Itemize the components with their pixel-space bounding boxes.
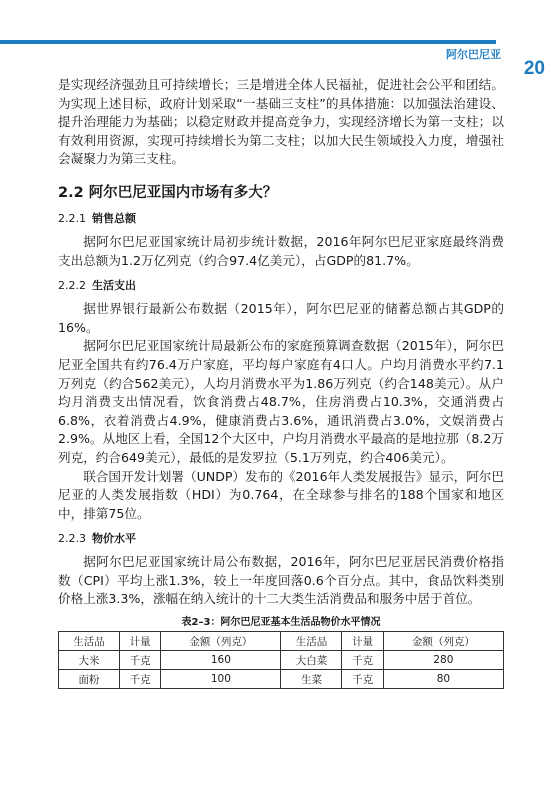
table-cell: 100 bbox=[161, 670, 281, 689]
intro-paragraph: 是实现经济强劲且可持续增长；三是增进全体人民福祉，促进社会公平和团结。为实现上述目标，政府计划采取“一基础三支柱”的具体措施：以加强法治建设、提升治理能力为基础；以稳定财政并提高竞争力，实现经济增长为第一支柱；以有效利用资源，实现可持续增长为第二支柱；以加大民生领域投入力度，增强社会凝聚力为第三支柱。 bbox=[58, 77, 504, 167]
table-cell: 千克 bbox=[120, 670, 161, 689]
paragraph: 据阿尔巴尼亚国家统计局最新公布的家庭预算调查数据（2015年），阿尔巴尼亚全国共有约76.4万户家庭，平均每户家庭有4口人。户均月消费水平约7.1万列克（约合562美元），人均月消费水平为1.86万列克（约合148美元）。从户均月消费支出情况看，饮食消费占48.7%，住房消费占10.3%，交通消费占6.8%，衣着消费占4.9%，健康消费占3.6%，通讯消费占3.0%，文娱消费占2.9%。从地区上看，全国12个大区中，户均月消费水平最高的是地拉那（8.2万列克，约合649美元），最低的是发罗拉（5.1万列克，约合406美元）。 bbox=[58, 338, 504, 465]
paragraph: 联合国开发计划署（UNDP）发布的《2016年人类发展报告》显示，阿尔巴尼亚的人类发展指数（HDI）为0.764，在全球参与排名的188个国家和地区中，排第75位。 bbox=[58, 468, 504, 521]
table-cell: 160 bbox=[161, 651, 281, 670]
subsection-number: 2.2.3 bbox=[58, 532, 86, 546]
column-header: 计量 bbox=[342, 632, 383, 651]
table-caption: 表2–3：阿尔巴尼亚基本生活品物价水平情况 bbox=[181, 617, 381, 629]
subsection-heading-2-2-2 bbox=[58, 278, 504, 294]
column-header: 生活品 bbox=[281, 632, 342, 651]
subsection-heading-2-2-1 bbox=[58, 211, 504, 227]
table-cell: 千克 bbox=[120, 651, 161, 670]
table-cell: 大白菜 bbox=[281, 651, 342, 670]
header-rule bbox=[0, 40, 496, 44]
paragraph: 据阿尔巴尼亚国家统计局初步统计数据，2016年阿尔巴尼亚家庭最终消费支出总额为1.2万亿列克（约合97.4亿美元），占GDP的81.7%。 bbox=[58, 233, 504, 268]
table-cell: 千克 bbox=[342, 651, 383, 670]
price-table bbox=[58, 631, 504, 689]
table-cell: 大米 bbox=[59, 651, 120, 670]
table-cell: 280 bbox=[383, 651, 503, 670]
table-cell: 面粉 bbox=[59, 670, 120, 689]
column-header: 金额（列克） bbox=[383, 632, 503, 651]
table-cell: 千克 bbox=[342, 670, 383, 689]
page-number: 20 bbox=[523, 58, 545, 79]
table-cell: 80 bbox=[383, 670, 503, 689]
section-title: 阿尔巴尼亚国内市场有多大？ bbox=[88, 184, 278, 201]
subsection-number: 2.2.1 bbox=[58, 211, 86, 225]
table-cell: 生菜 bbox=[281, 670, 342, 689]
subsection-title: 生活支出 bbox=[92, 279, 136, 293]
column-header: 计量 bbox=[120, 632, 161, 651]
paragraph: 据阿尔巴尼亚国家统计局公布数据，2016年，阿尔巴尼亚居民消费价格指数（CPI）平均上涨1.3%，较上一年度回落0.6个百分点。其中，食品饮料类别价格上涨3.3%，涨幅在纳入统计的十二大类生活消费品和服务中居于首位。 bbox=[58, 554, 504, 607]
running-header: 阿尔巴尼亚 bbox=[446, 48, 501, 61]
subsection-heading-2-2-3 bbox=[58, 531, 504, 547]
table-header-row bbox=[59, 632, 504, 651]
column-header: 金额（列克） bbox=[161, 632, 281, 651]
paragraph: 据世界银行最新公布数据（2015年），阿尔巴尼亚的储蓄总额占其GDP的16%。 bbox=[58, 301, 504, 335]
column-header: 生活品 bbox=[59, 632, 120, 651]
page-body bbox=[58, 76, 504, 689]
subsection-title: 销售总额 bbox=[92, 211, 136, 225]
table-row bbox=[59, 670, 504, 689]
subsection-number: 2.2.2 bbox=[58, 279, 86, 293]
section-heading bbox=[58, 183, 504, 203]
subsection-title: 物价水平 bbox=[92, 532, 136, 546]
section-number: 2.2 bbox=[58, 184, 84, 201]
table-row bbox=[59, 651, 504, 670]
